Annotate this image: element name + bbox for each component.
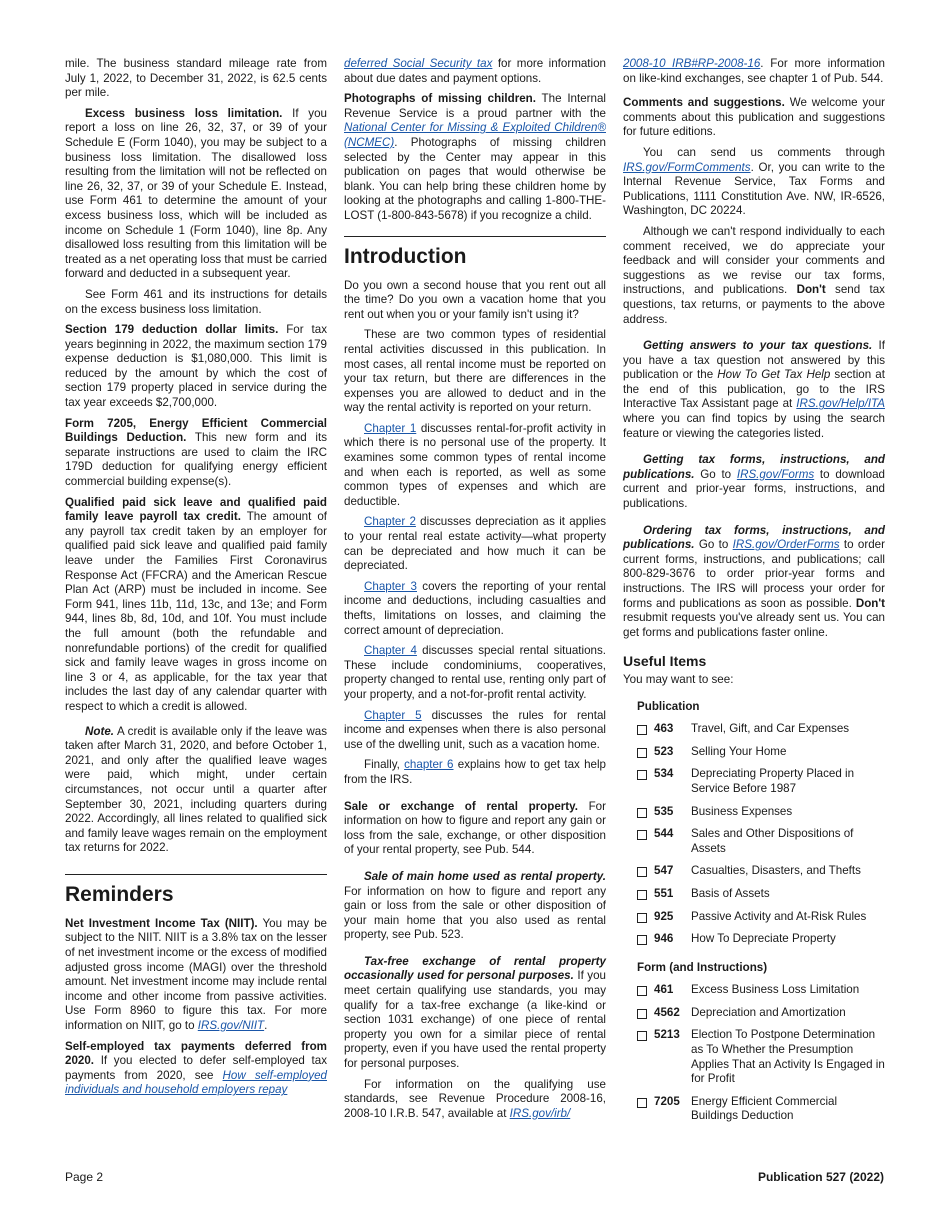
main-home-text: For information on how to figure and report any gain or loss from the sale or other disposition of your main home that you also used as rental property, see Pub. 523. (344, 884, 606, 942)
deferred-ss-paragraph (344, 57, 606, 86)
form-7205-heading: Form 7205, Energy Efficient Commercial Buildings Deduction. (65, 416, 327, 445)
comments-paragraph (623, 96, 885, 140)
order-forms-link[interactable]: IRS.gov/OrderForms (732, 538, 840, 552)
forms-link[interactable]: IRS.gov/Forms (736, 467, 815, 481)
form-title: Excess Business Loss Limitation (691, 983, 860, 997)
form-number: 4562 (654, 1005, 680, 1019)
chapter-6-paragraph (344, 758, 606, 787)
publication-title: Casualties, Disasters, and Thefts (691, 864, 861, 878)
publication-title: Depreciating Property Placed in Service Before 1987 (691, 767, 855, 795)
publication-number: 544 (654, 827, 674, 841)
column-1 (65, 57, 327, 1104)
publication-number: 534 (654, 767, 674, 781)
tax-free-exchange-paragraph (344, 955, 606, 1072)
checkbox-icon[interactable] (637, 1031, 647, 1041)
publication-list-heading: Publication (637, 699, 700, 713)
form-number: 7205 (654, 1094, 680, 1108)
form-list (623, 983, 885, 1124)
tax-free-exchange-text: If you meet certain qualifying use standards, you may qualify for a tax-free exchange (a like-kind or section 1031 exchange) of one piece of rental property you own for a similar piece of rental property, even if you have used the rental property for personal purposes. (344, 969, 606, 1071)
publication-number: 535 (654, 804, 674, 818)
publication-title: Basis of Assets (691, 886, 770, 900)
chapter-5-text: discusses the rules for rental income and expenses when there is also personal use of the dwelling unit, such as a vacation home. (344, 708, 606, 751)
form-title: Energy Efficient Commercial Buildings Deduction (691, 1094, 838, 1123)
form-number: 461 (654, 983, 674, 997)
checkbox-icon[interactable] (637, 770, 647, 780)
column-3 (623, 57, 885, 1132)
getting-answers-heading: Getting answers to your tax questions. (643, 339, 873, 353)
getting-answers-text-2: section at the end of this publication, go to the IRS Interactive Tax Assistant page at (623, 368, 885, 411)
chapter-4-text: discusses special rental situations. These include condominiums, cooperatives, property changed to rental use, renting only part of your property, and a not-for-profit rental activity. (344, 644, 606, 701)
like-kind-paragraph (623, 57, 885, 86)
publication-title: How To Depreciate Property (691, 932, 836, 946)
niit-heading: Net Investment Income Tax (NIIT). (65, 916, 258, 930)
deferred-ss-text: for more information about due dates and payment options. (344, 57, 606, 85)
chapter-4-link[interactable]: Chapter 4 (364, 644, 417, 658)
publication-item-544[interactable] (637, 827, 885, 856)
publication-number: 463 (654, 722, 674, 736)
ordering-forms-paragraph (623, 524, 885, 641)
respond-paragraph (623, 225, 885, 327)
chapter-4-paragraph (344, 644, 606, 702)
getting-answers-text-1: If you have a tax question not answered by this publication or the (623, 339, 885, 382)
publication-number: 925 (654, 909, 674, 923)
form-461-paragraph: See Form 461 and its instructions for details on the excess business loss limitation. (65, 287, 327, 316)
publication-number: 523 (654, 744, 674, 758)
irb-anchor-link[interactable]: 2008-10_IRB#RP-2008-16 (623, 57, 761, 70)
form-comments-link[interactable]: IRS.gov/FormComments (623, 160, 751, 174)
respond-dont: Don't (796, 283, 826, 297)
intro-paragraph-1: Do you own a second house that you rent out all the time? Do you own a vacation home that you rent out when you or your family isn't using it? (344, 278, 606, 321)
note-paragraph (65, 725, 327, 856)
getting-forms-text-2: to download current and prior-year forms, instructions, and publications. (623, 467, 885, 511)
checkbox-icon[interactable] (637, 867, 647, 877)
publication-list (623, 722, 885, 947)
publication-title: Passive Activity and At-Risk Rules (691, 909, 867, 923)
chapter-5-paragraph (344, 709, 606, 753)
publication-item-547[interactable] (637, 864, 885, 879)
chapter-6-text: explains how to get tax help from the IRS. (344, 758, 606, 786)
section-179-text: For tax years beginning in 2022, the maximum section 179 expense deduction is $1,080,000. This limit is reduced by the amount by which the cost of section 179 property placed in service during the tax year exceeds $2,700,000. (65, 323, 327, 410)
form-item-4562[interactable] (637, 1006, 885, 1021)
form-list-heading: Form (and Instructions) (637, 960, 768, 974)
sale-exchange-heading: Sale or exchange of rental property. (344, 799, 578, 813)
publication-item-535[interactable] (637, 805, 885, 820)
publication-number: 946 (654, 932, 674, 946)
useful-items-heading: Useful Items (623, 653, 707, 670)
getting-answers-text-3: where you can find topics by using the search feature or viewing the categories listed. (623, 412, 885, 440)
chapter-3-link[interactable]: Chapter 3 (364, 579, 417, 593)
chapter-1-text: discusses rental-for-profit activity in which there is no personal use of the property. It examines some common types of rental income and when each is reported, as well as some common types of expenses and which are deductible. (344, 421, 606, 508)
publication-item-946[interactable] (637, 932, 885, 947)
reminders-rule (65, 874, 327, 875)
like-kind-text: . For more information on like-kind exchanges, see chapter 1 of Pub. 544. (623, 57, 885, 85)
publication-item-523[interactable] (637, 745, 885, 760)
getting-forms-text-1: Go to (694, 467, 737, 481)
ncmec-link[interactable]: National Center for Missing & Exploited Children® (NCMEC) (344, 121, 606, 149)
publication-number: 547 (654, 864, 674, 878)
niit-text: You may be subject to the NIIT. NIIT is a 3.8% tax on the lesser of net investment income or the excess of modified adjusted gross income (MAGI) over the threshold amount. Net investment income may include rental income and other income from passive activities. Use Form 8960 to figure this tax. For more information on NIIT, go to (65, 916, 327, 1033)
sick-leave-text: The amount of any payroll tax credit taken by an employer for qualified paid sick leave and qualified paid family leave under the Families First Coronavirus Response Act (FFCRA) and the American Rescue Plan Act (ARP) must be included in income. See Form 941, lines 11b, 11d, 13c, and 13e; and Form 944, lines 8b, 8d, 10d, and 10f. You must include the full amount (both the refundable and nonrefundable portions) of the credit for qualified sick and family leave wages in gross income on line 3 or 4, as applicable, for the tax year that includes the last day of any calendar quarter with respect to which a credit is allowed. (65, 510, 327, 713)
checkbox-icon[interactable] (637, 1009, 647, 1019)
chapter-3-text: covers the reporting of your rental income and deductions, including casualties and thefts, limitations on losses, and claiming the correct amount of depreciation. (344, 579, 607, 637)
chapter-3-paragraph (344, 580, 606, 638)
deferred-ss-link[interactable]: deferred Social Security tax (344, 57, 493, 70)
revenue-procedure-paragraph (344, 1078, 606, 1122)
publication-number: 551 (654, 886, 674, 900)
publication-item-534[interactable] (637, 767, 885, 796)
chapter-6-link[interactable]: chapter 6 (404, 758, 454, 772)
checkbox-icon[interactable] (637, 748, 647, 758)
column-2 (344, 57, 606, 1127)
sick-leave-paragraph (65, 496, 327, 715)
main-home-heading: Sale of main home used as rental property. (364, 869, 606, 883)
introduction-rule (344, 236, 606, 237)
missing-children-text-2: . Photographs of missing children selected by the Center may appear in this publication on pages that would otherwise be blank. You can help bring these children home by looking at the photographs and calling 1-800-THE-LOST (1-800-843-5678) if you recognize a child. (344, 135, 606, 222)
ordering-forms-text-3: resubmit requests you've already sent us. You can get forms and publications faster online. (623, 611, 885, 639)
getting-answers-paragraph (623, 339, 885, 441)
excess-business-loss-text: If you report a loss on line 26, 32, 37, or 39 of your Schedule E (Form 1040), you may be subject to a business loss limitation. The disallowed loss resulting from the limitation will not be reflected on line 26, 32, 37, or 39 of your Schedule E. Instead, use Form 461 to determine the amount of your excess business loss, which will be included as income on Schedule 1 (Form 1040), line 8p. Any disallowed loss resulting from this limitation will be treated as a net operating loss that must be carried forward and deducted in a subsequent year. (65, 106, 327, 281)
publication-item-551[interactable] (637, 887, 885, 902)
intro-paragraph-2: These are two common types of residential rental activities discussed in this publication. In most cases, all rental income must be reported on your tax return, but there are differences in the expenses you are allowed to deduct and in the way the rental activity is reported on your return. (344, 328, 606, 415)
ordering-forms-text-2: to order current forms, instructions, and publications; call 800-829-3676 to order prior-year forms and instructions. The IRS will process your order for forms and publications as soon as possible. (623, 538, 885, 610)
self-employed-link[interactable]: How self-employed individuals and household employers repay (65, 1068, 327, 1097)
useful-items-subtitle: You may want to see: (623, 672, 734, 686)
checkbox-icon[interactable] (637, 808, 647, 818)
main-home-paragraph (344, 870, 606, 943)
checkbox-icon[interactable] (637, 830, 647, 840)
note-label: Note. (85, 724, 114, 738)
sale-exchange-paragraph (344, 800, 606, 858)
publication-item-925[interactable] (637, 910, 885, 925)
note-text: A credit is available only if the leave was taken after March 31, 2020, and before October 1, 2021, and only after the qualified leave wages were paid, which might, under certain circumstances, not occur until a quarter after September 30, 2021, including quarters during 2022. Accordingly, all lines related to qualified sick and family leave wages remain on the employment tax returns for 2022. (65, 724, 327, 855)
respond-text-2: send tax questions, tax returns, or payments to the above address. (623, 283, 885, 326)
chapter-2-text: discusses depreciation as it applies to your rental real estate activity—what property can be depreciated and how much it can be depreciated. (344, 515, 606, 573)
comments-text: We welcome your comments about this publication and suggestions for future editions. (623, 96, 885, 139)
form-title: Election To Postpone Determination as To Whether the Presumption Applies That an Activity Is Engaged in for Profit (691, 1028, 885, 1086)
sick-leave-heading: Qualified paid sick leave and qualified paid family leave payroll tax credit. (65, 495, 327, 524)
getting-forms-heading: Getting tax forms, instructions, and publications. (623, 453, 885, 481)
send-comments-text-1: You can send us comments through (643, 145, 885, 159)
checkbox-icon[interactable] (637, 725, 647, 735)
self-employed-text: If you elected to defer self-employed tax payments from 2020, see (65, 1054, 327, 1082)
publication-title: Selling Your Home (691, 744, 787, 758)
send-comments-paragraph (623, 146, 885, 219)
publication-item-463[interactable] (637, 722, 885, 737)
niit-paragraph (65, 917, 327, 1034)
ordering-forms-text-1: Go to (694, 538, 733, 552)
checkbox-icon[interactable] (637, 913, 647, 923)
section-179-paragraph (65, 323, 327, 411)
form-item-5213[interactable] (637, 1028, 885, 1086)
form-number: 5213 (654, 1028, 680, 1042)
comments-heading: Comments and suggestions. (623, 96, 785, 110)
introduction-heading: Introduction (344, 244, 467, 268)
ordering-forms-dont: Don't (855, 596, 885, 610)
send-comments-text-2: . Or, you can write to the Internal Revenue Service, Tax Forms and Publications, 1111 Constitution Ave. NW, IR-6526, Washington, DC 20224. (623, 160, 885, 218)
form-item-461[interactable] (637, 983, 885, 998)
checkbox-icon[interactable] (637, 890, 647, 900)
form-title: Depreciation and Amortization (691, 1005, 846, 1019)
ordering-forms-heading: Ordering tax forms, instructions, and publications. (623, 523, 885, 552)
niit-link[interactable]: IRS.gov/NIIT (197, 1019, 265, 1033)
chapter-6-pre: Finally, (364, 758, 405, 772)
sale-exchange-text: For information on how to figure and report any gain or loss from the sale, exchange, or other disposition of your rental property, see Pub. 544. (344, 799, 606, 857)
checkbox-icon[interactable] (637, 935, 647, 945)
missing-children-paragraph (344, 92, 606, 223)
self-employed-heading: Self-employed tax payments deferred from 2020. (65, 1039, 327, 1068)
page-number: Page 2 (65, 1170, 104, 1184)
chapter-1-paragraph (344, 422, 606, 510)
chapter-5-link[interactable]: Chapter 5 (364, 708, 422, 722)
checkbox-icon[interactable] (637, 1098, 647, 1108)
publication-title: Travel, Gift, and Car Expenses (691, 722, 850, 736)
revenue-procedure-text: For information on the qualifying use standards, see Revenue Procedure 2008-16, 2008-10 I.R.B. 547, available at (344, 1077, 606, 1120)
chapter-2-link[interactable]: Chapter 2 (364, 515, 416, 529)
help-ita-link[interactable]: IRS.gov/Help/ITA (796, 397, 885, 411)
getting-forms-paragraph (623, 453, 885, 511)
publication-footer: Publication 527 (2022) (757, 1170, 884, 1184)
missing-children-text-1: The Internal Revenue Service is a proud partner with the (344, 92, 606, 120)
excess-business-loss-paragraph (65, 107, 327, 282)
section-179-heading: Section 179 deduction dollar limits. (65, 323, 279, 337)
niit-end: . (264, 1019, 268, 1033)
form-item-7205[interactable] (637, 1095, 885, 1124)
chapter-1-link[interactable]: Chapter 1 (364, 421, 417, 435)
getting-answers-italic: How To Get Tax Help (717, 368, 831, 382)
excess-business-loss-heading: Excess business loss limitation. (85, 106, 283, 120)
reminders-heading: Reminders (65, 882, 174, 906)
form-7205-paragraph (65, 417, 327, 490)
self-employed-paragraph (65, 1040, 327, 1098)
respond-text-1: Although we can't respond individually to each comment received, we do appreciate your feedback and will consider your comments and suggestions as we revise our tax forms, instructions, and publications. (623, 224, 885, 297)
publication-title: Sales and Other Dispositions of Assets (691, 827, 854, 855)
irb-link[interactable]: IRS.gov/irb/ (509, 1106, 571, 1120)
chapter-2-paragraph (344, 515, 606, 573)
tax-free-exchange-heading: Tax-free exchange of rental property occasionally used for personal purposes. (344, 954, 606, 983)
missing-children-heading: Photographs of missing children. (344, 92, 536, 106)
publication-title: Business Expenses (691, 804, 793, 818)
checkbox-icon[interactable] (637, 986, 647, 996)
form-7205-text: This new form and its separate instructions are used to claim the IRC 179D deduction for qualifying energy efficient commercial building expense(s). (65, 431, 327, 489)
mileage-paragraph: mile. The business standard mileage rate from July 1, 2022, to December 31, 2022, is 62.5 cents per mile. (65, 57, 327, 100)
